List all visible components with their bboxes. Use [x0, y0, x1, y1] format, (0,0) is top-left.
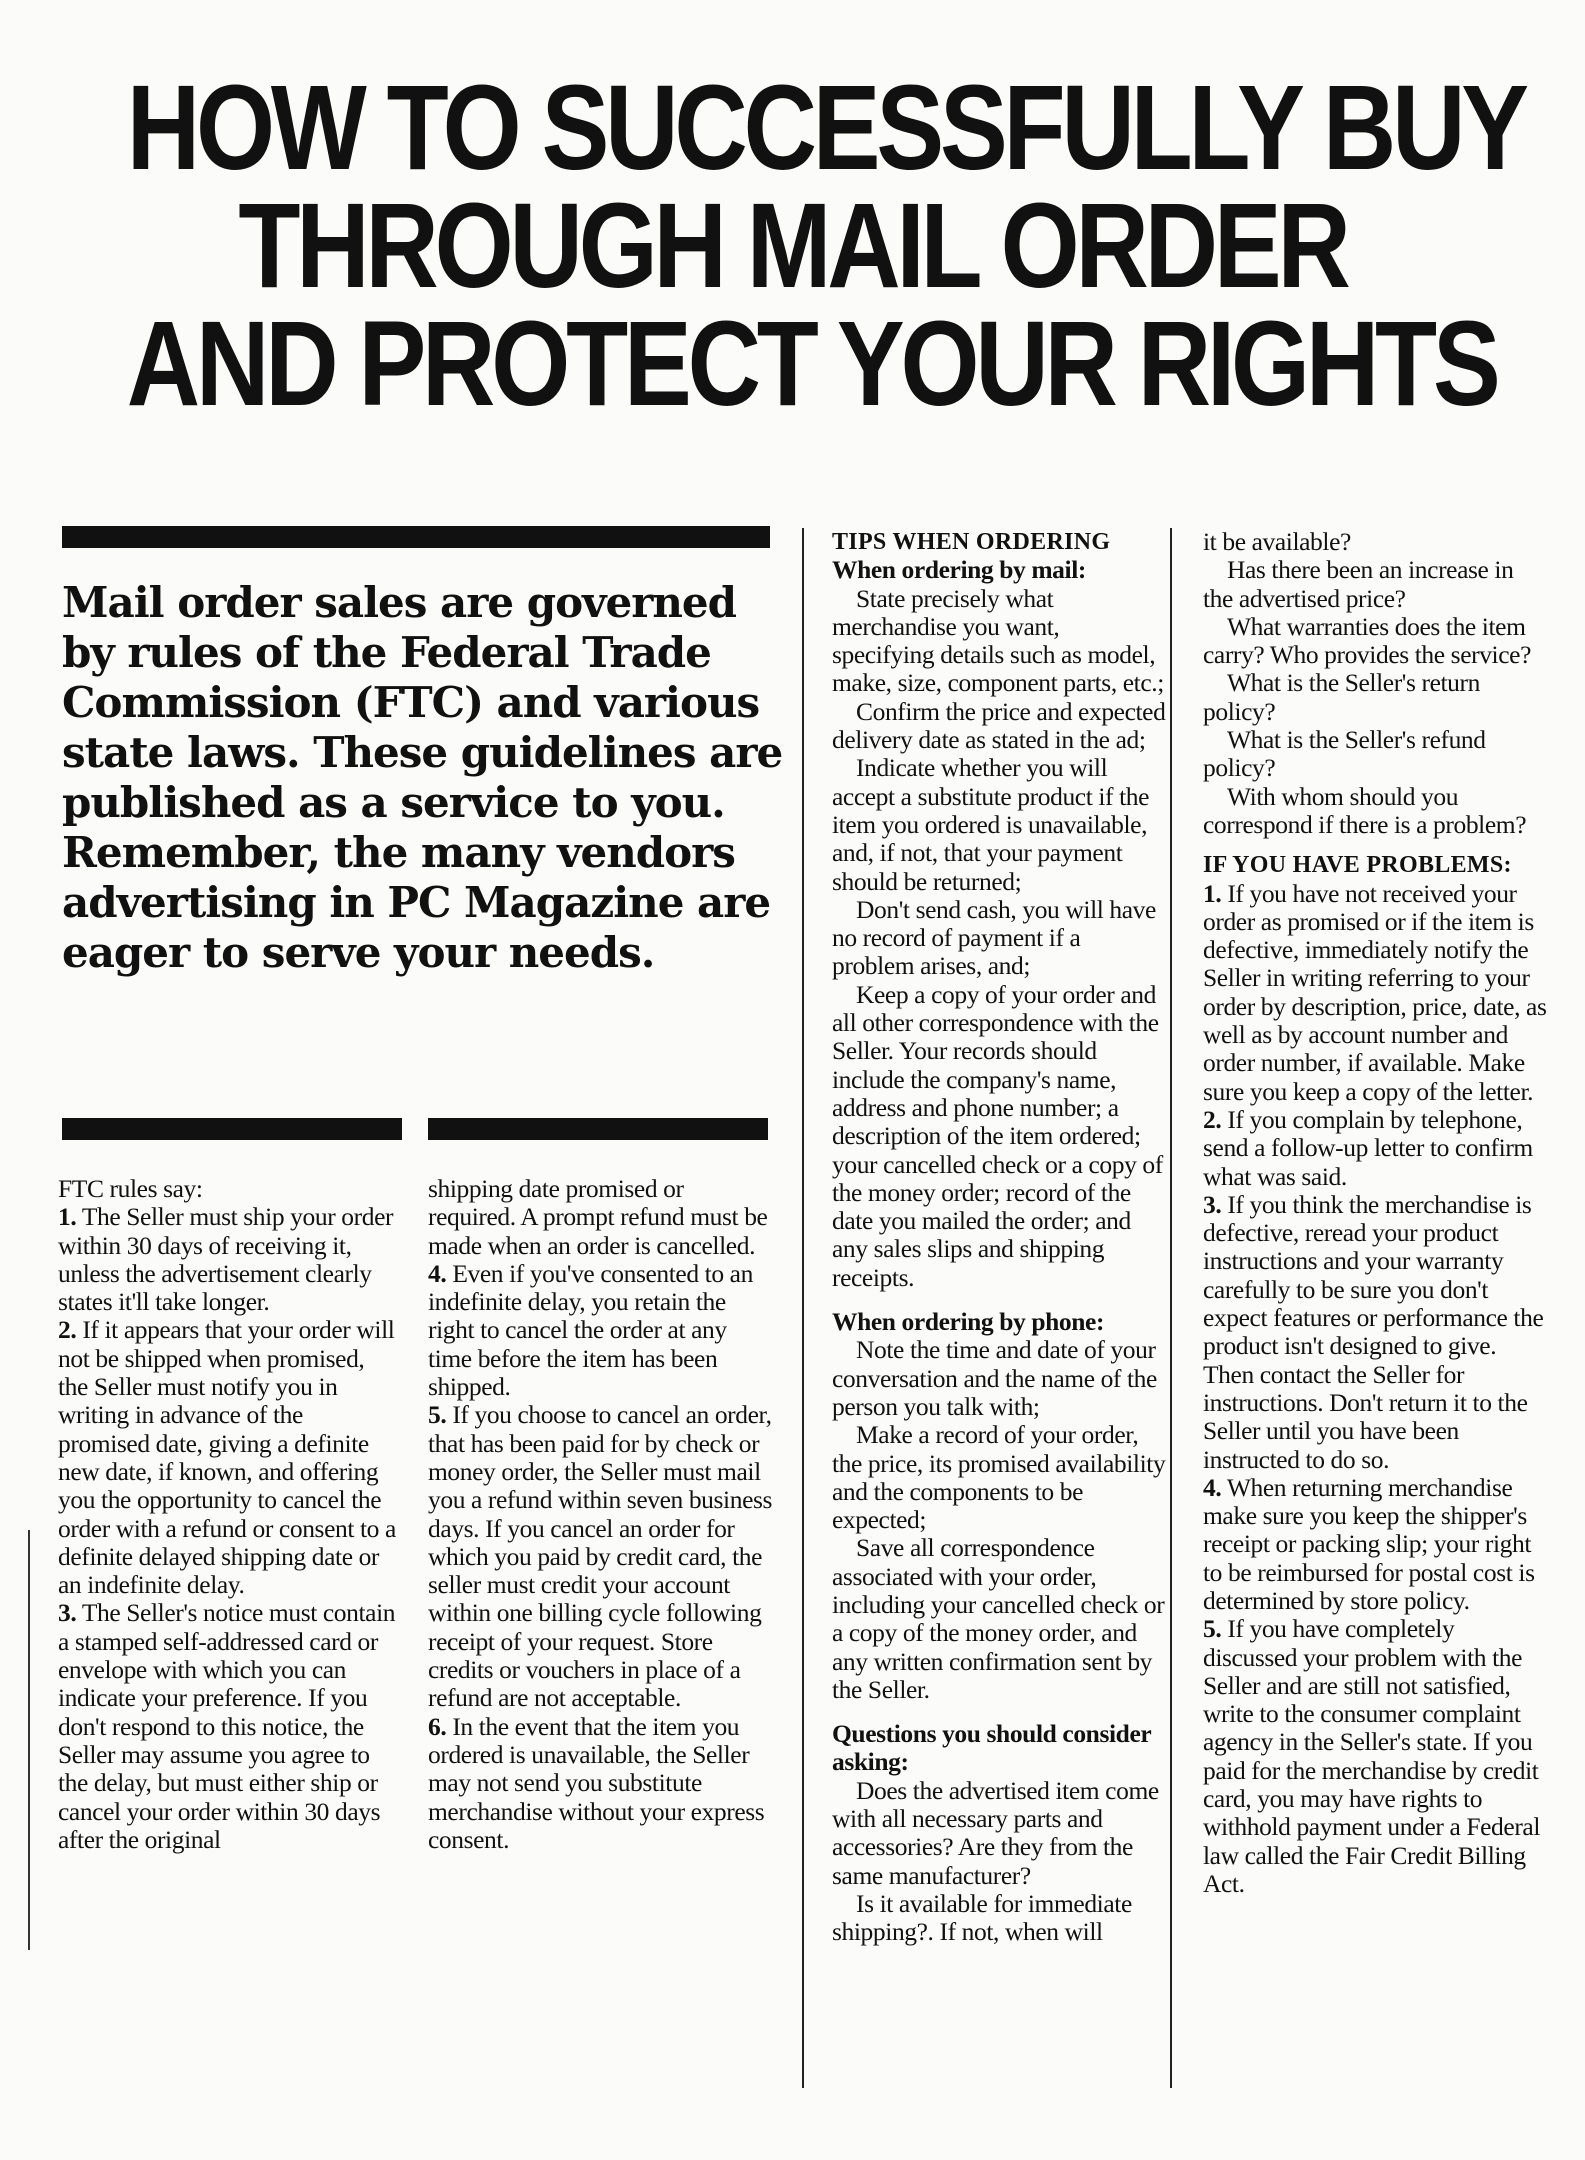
rule-number: 2.	[58, 1315, 77, 1345]
problems-heading: IF YOU HAVE PROBLEMS:	[1203, 852, 1512, 879]
mail-tip-4: Don't send cash, you will have no record of payment if a problem arises, and;	[832, 894, 1156, 981]
question-3: Has there been an increase in the advertised price?	[1203, 555, 1514, 613]
step-number: 2.	[1203, 1104, 1222, 1134]
step-text: If you have completely discussed your problem with the Seller and are still not satisfied, write to the consumer complaint agency in the Seller's state. If you paid for the merchandise by credit card, you may have rights to withhold payment under a Federal law called the Fair Credit Billing Act.	[1203, 1614, 1541, 1898]
question-5: What is the Seller's return policy?	[1203, 668, 1480, 726]
ftc-rule-1	[58, 1203, 398, 1316]
question-2: Is it available for immediate shipping?. If not, when will	[832, 1888, 1132, 1947]
problem-step-4	[1203, 1474, 1548, 1615]
headline-line-1: HOW TO SUCCESSFULLY BUY	[126, 59, 1525, 195]
rule-text: The Seller must ship your order within 30 days of receiving it, unless the advertisement clearly states it'll take longer.	[58, 1202, 394, 1317]
column-divider-2	[1170, 528, 1172, 2088]
problem-step-5	[1203, 1615, 1548, 1898]
rule-text: The Seller's notice must contain a stamped self-addressed card or envelope with which you can indicate your preference. If you don't respond to this notice, the Seller may assume you agree to the delay, but must either ship or cancel your order within 30 days after the original	[58, 1598, 396, 1854]
rule-text: If you choose to cancel an order, that has been paid for by check or money order, the Seller must mail you a refund within seven business days. If you cancel an order for which you paid by credit card, the seller must credit your account within one billing cycle following receipt of your request. Store credits or vouchers in place of a refund are not acceptable.	[428, 1400, 773, 1713]
phone-tip-3: Save all correspondence associated with your order, including your cancelled check or a copy of the money order, and any written confirmation sent by the Seller.	[832, 1533, 1165, 1704]
problem-step-3	[1203, 1191, 1548, 1474]
rule-text: If it appears that your order will not be shipped when promised, the Seller must notify you in writing in advance of the promised date, giving a definite new date, if known, and offering you the opportunity to cancel the order with a refund or consent to a definite delayed shipping date or an indefinite delay.	[58, 1315, 396, 1600]
ftc-rule-4	[428, 1260, 773, 1401]
rule-text: In the event that the item you ordered is unavailable, the Seller may not send you substitute merchandise without your express consent.	[428, 1711, 765, 1854]
step-text: When returning merchandise make sure you keep the shipper's receipt or packing slip; your right to be reimbursed for postal cost is determined by store policy.	[1203, 1472, 1535, 1615]
question-6: What is the Seller's refund policy?	[1203, 725, 1486, 783]
rule-3-continued: shipping date promised or required. A prompt refund must be made when an order is cancelled.	[428, 1174, 768, 1260]
step-text: If you complain by telephone, send a follow-up letter to confirm what was said.	[1203, 1104, 1533, 1191]
problem-step-2	[1203, 1106, 1548, 1191]
rule-number: 1.	[58, 1202, 77, 1232]
col2-top-rule	[428, 1118, 768, 1140]
phone-tip-2: Make a record of your order, the price, its promised availability and the components to be expected;	[832, 1420, 1166, 1535]
margin-scan-mark	[28, 1530, 30, 1950]
col1-top-rule	[62, 1118, 402, 1140]
question-2-continued: it be available?	[1203, 527, 1351, 556]
ftc-rule-5	[428, 1401, 773, 1712]
step-number: 1.	[1203, 878, 1222, 908]
questions-subheading: Questions you should consider asking:	[832, 1719, 1151, 1777]
mail-tip-1: State precisely what merchandise you want, specifying details such as model, make, size, component parts, etc.;	[832, 583, 1164, 698]
tips-column	[832, 528, 1167, 1947]
column-divider-1	[802, 528, 804, 2088]
rule-number: 6.	[428, 1711, 447, 1741]
rule-number: 4.	[428, 1258, 447, 1288]
ftc-rules-lead: FTC rules say:	[58, 1174, 203, 1203]
mail-tip-5: Keep a copy of your order and all other correspondence with the Seller. Your records should include the company's name, address and phone number; a description of the item ordered; your cancelled check or a copy of the money order; record of the date you mailed the order; and any sales slips and shipping receipts.	[832, 979, 1163, 1292]
intro-top-rule	[62, 526, 770, 548]
question-1: Does the advertised item come with all necessary parts and accessories? Are they from the same manufacturer?	[832, 1775, 1159, 1890]
intro-paragraph: Mail order sales are governed by rules of the Federal Trade Commission (FTC) and various state laws. These guidelines are published as a service to you. Remember, the many vendors advertising in PC Magazine are eager to serve your needs.	[62, 578, 783, 977]
phone-subheading: When ordering by phone:	[832, 1307, 1105, 1337]
problem-step-1	[1203, 880, 1548, 1106]
step-number: 4.	[1203, 1472, 1222, 1502]
question-4: What warranties does the item carry? Who provides the service?	[1203, 611, 1531, 670]
ftc-rule-6	[428, 1713, 773, 1854]
headline-line-2: THROUGH MAIL ORDER	[238, 177, 1347, 313]
mail-tip-2: Confirm the price and expected delivery date as stated in the ad;	[832, 696, 1166, 755]
phone-tip-1: Note the time and date of your conversation and the name of the person you talk with;	[832, 1335, 1157, 1421]
problems-column	[1203, 528, 1548, 1898]
mail-tip-3: Indicate whether you will accept a substitute product if the item you ordered is unavailable, and, if not, that your payment should be returned;	[832, 753, 1150, 896]
ftc-rules-column-2	[428, 1175, 773, 1854]
page-headline	[126, 59, 1525, 431]
ftc-rules-column-1	[58, 1175, 398, 1854]
ftc-rule-3	[58, 1599, 398, 1854]
tips-heading: TIPS WHEN ORDERING	[832, 529, 1111, 555]
ftc-rule-2	[58, 1316, 398, 1599]
step-text: If you think the merchandise is defective, reread your product instructions and your warranty carefully to be sure you don't expect features or performance the product isn't designed to give. Then contact the Seller for instructions. Don't return it to the Seller until you have been instructed to do so.	[1203, 1189, 1544, 1474]
rule-number: 5.	[428, 1400, 447, 1430]
question-7: With whom should you correspond if there is a problem?	[1203, 781, 1527, 839]
step-number: 3.	[1203, 1189, 1222, 1219]
step-number: 5.	[1203, 1614, 1222, 1644]
mail-subheading: When ordering by mail:	[832, 555, 1086, 585]
rule-text: Even if you've consented to an indefinite delay, you retain the right to cancel the order at any time before the item has been shipped.	[428, 1258, 753, 1402]
headline-line-3: AND PROTECT YOUR RIGHTS	[126, 295, 1497, 431]
rule-number: 3.	[58, 1598, 77, 1628]
step-text: If you have not received your order as promised or if the item is defective, immediately notify the Seller in writing referring to your order by description, price, date, as well as by account number and order number, if available. Make sure you keep a copy of the letter.	[1203, 878, 1547, 1106]
